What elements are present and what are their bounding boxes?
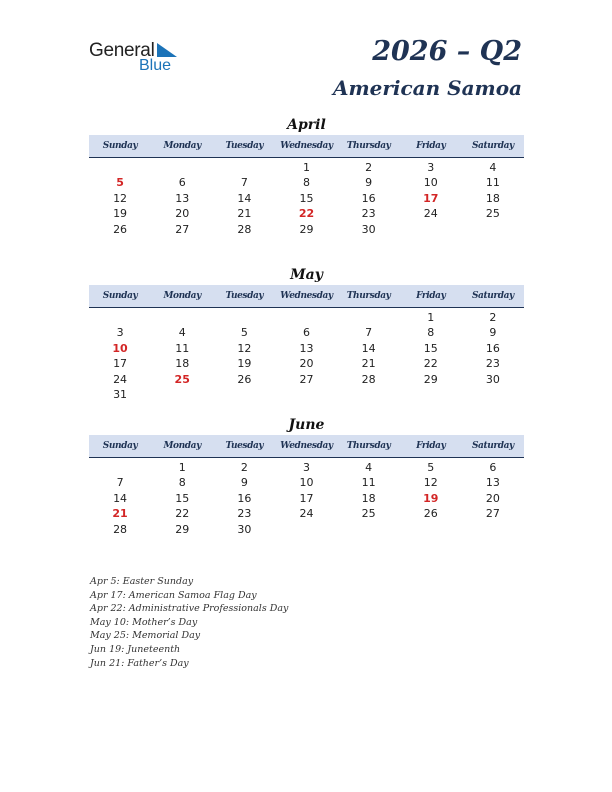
day-cell: 23: [361, 207, 376, 221]
week-row: [89, 341, 524, 356]
week-row: [89, 506, 524, 521]
weekday-label: Wednesday: [280, 291, 333, 301]
day-cell: [89, 310, 151, 325]
weekday-label: Thursday: [346, 141, 391, 151]
week-row: [89, 325, 524, 340]
day-cell: [400, 222, 462, 237]
day-cell: 25: [361, 507, 376, 521]
weekday-label: Tuesday: [225, 141, 264, 151]
day-cell: 14: [361, 341, 376, 355]
day-cell: 23: [485, 357, 500, 371]
holiday-note: Apr 5: Easter Sunday: [90, 576, 194, 587]
day-cell: 27: [485, 507, 500, 521]
day-cell: 4: [178, 326, 186, 340]
day-cell: 14: [237, 191, 252, 205]
week-row: [89, 222, 524, 237]
day-cell: 22: [175, 507, 190, 521]
weekday-label: Monday: [163, 141, 201, 151]
brand-triangle-icon: [157, 43, 177, 57]
day-cell: 17: [113, 357, 128, 371]
month-name: May: [290, 267, 323, 283]
day-cell: 8: [302, 176, 310, 190]
weekday-label: Friday: [416, 441, 446, 451]
day-cell: [89, 460, 151, 475]
day-cell: 28: [237, 222, 252, 236]
weekday-label: Monday: [163, 441, 201, 451]
holiday-note: Jun 19: Juneteenth: [90, 643, 181, 655]
day-cell: 9: [489, 326, 497, 340]
day-cell: [338, 310, 400, 325]
day-cell: 30: [485, 372, 500, 386]
weekday-label: Monday: [163, 291, 201, 301]
day-cell: [213, 387, 275, 402]
weekday-label: Thursday: [346, 291, 391, 301]
week-row: [89, 191, 524, 206]
day-cell: 18: [485, 191, 500, 205]
month-block: [89, 115, 524, 237]
holiday-day-cell: 21: [112, 507, 128, 521]
day-cell: 10: [423, 176, 438, 190]
day-cell: 17: [299, 491, 314, 505]
holiday-day-cell: 17: [423, 191, 439, 205]
day-cell: 12: [113, 191, 128, 205]
day-cell: 8: [427, 326, 435, 340]
day-cell: 15: [299, 191, 314, 205]
holiday-note: May 10: Mother’s Day: [90, 616, 198, 628]
day-cell: [151, 387, 213, 402]
month-name: April: [287, 117, 326, 133]
day-cell: 7: [365, 326, 373, 340]
holiday-note: Apr 17: American Samoa Flag Day: [90, 589, 257, 601]
weekday-label: Saturday: [471, 141, 514, 151]
month-name: June: [288, 417, 325, 433]
holiday-day-cell: 10: [112, 341, 128, 355]
brand-logo: [89, 40, 189, 76]
day-cell: 20: [175, 207, 190, 221]
day-cell: [338, 387, 400, 402]
day-cell: 16: [361, 191, 376, 205]
day-cell: 9: [365, 176, 373, 190]
weekday-header: [89, 285, 524, 308]
day-cell: [462, 522, 524, 537]
week-row: [89, 160, 524, 175]
day-cell: 15: [423, 341, 438, 355]
day-cell: 5: [427, 461, 435, 474]
day-cell: 16: [237, 491, 252, 505]
weekday-label: Sunday: [102, 441, 138, 451]
weekday-label: Sunday: [102, 291, 138, 301]
day-cell: 3: [427, 161, 435, 174]
holiday-day-cell: 19: [423, 491, 439, 505]
holiday-notes: [90, 575, 288, 670]
weekday-label: Wednesday: [280, 441, 333, 451]
day-cell: 12: [423, 476, 438, 490]
weekday-label: Wednesday: [280, 141, 333, 151]
day-cell: 27: [299, 372, 314, 386]
day-cell: [275, 522, 337, 537]
day-cell: 20: [485, 491, 500, 505]
week-row: [89, 206, 524, 221]
day-cell: 23: [237, 507, 252, 521]
holiday-note: May 25: Memorial Day: [90, 630, 201, 642]
day-cell: 26: [423, 507, 438, 521]
day-cell: [89, 160, 151, 175]
holiday-day-cell: 25: [174, 372, 190, 386]
weekday-header: [89, 435, 524, 458]
week-row: [89, 522, 524, 537]
day-cell: [275, 310, 337, 325]
day-cell: 30: [237, 522, 252, 536]
week-row: [89, 460, 524, 475]
day-cell: 8: [178, 476, 186, 490]
day-cell: 3: [302, 461, 310, 474]
day-cell: 3: [116, 326, 124, 340]
holiday-note: Jun 21: Father’s Day: [90, 657, 189, 669]
day-cell: [213, 310, 275, 325]
day-cell: [151, 160, 213, 175]
weekday-label: Saturday: [471, 291, 514, 301]
day-cell: 14: [113, 491, 128, 505]
week-row: [89, 356, 524, 371]
day-cell: 7: [240, 176, 248, 190]
page-title: 2026 – Q2: [372, 36, 522, 67]
day-cell: 2: [365, 161, 373, 174]
day-cell: 27: [175, 222, 190, 236]
weekday-label: Friday: [416, 141, 446, 151]
month-block: [89, 415, 524, 537]
weekday-label: Thursday: [346, 441, 391, 451]
weekday-label: Tuesday: [225, 441, 264, 451]
day-cell: 6: [489, 461, 497, 474]
day-cell: 11: [361, 476, 376, 490]
day-cell: 28: [113, 522, 128, 536]
day-cell: 10: [299, 476, 314, 490]
day-cell: [338, 522, 400, 537]
day-cell: 18: [175, 357, 190, 371]
day-cell: [400, 522, 462, 537]
day-cell: 28: [361, 372, 376, 386]
day-cell: 20: [299, 357, 314, 371]
week-row: [89, 310, 524, 325]
brand-name-blue: Blue: [139, 57, 172, 74]
day-cell: 1: [178, 461, 186, 474]
day-cell: [462, 387, 524, 402]
weekday-header: [89, 135, 524, 158]
month-block: [89, 265, 524, 402]
day-cell: 24: [423, 207, 438, 221]
day-cell: 24: [299, 507, 314, 521]
week-row: [89, 491, 524, 506]
week-row: [89, 475, 524, 490]
day-cell: 2: [240, 461, 248, 474]
day-cell: 11: [175, 341, 190, 355]
day-cell: [462, 222, 524, 237]
day-cell: 21: [237, 207, 252, 221]
day-cell: 1: [302, 161, 310, 174]
weekday-label: Friday: [416, 291, 446, 301]
holiday-day-cell: 5: [116, 176, 124, 190]
day-cell: 26: [113, 222, 128, 236]
day-cell: 22: [423, 357, 438, 371]
day-cell: 12: [237, 341, 252, 355]
day-cell: 15: [175, 491, 190, 505]
day-cell: 29: [175, 522, 190, 536]
day-cell: 7: [116, 476, 124, 490]
holiday-day-cell: 22: [298, 207, 315, 221]
day-cell: 18: [361, 491, 376, 505]
day-cell: 1: [427, 311, 435, 324]
day-cell: 5: [240, 326, 248, 340]
day-cell: 24: [113, 372, 128, 386]
day-cell: 26: [237, 372, 252, 386]
day-cell: 16: [485, 341, 500, 355]
day-cell: 19: [237, 357, 252, 371]
day-cell: [213, 160, 275, 175]
day-cell: 25: [485, 207, 500, 221]
weekday-label: Saturday: [471, 441, 514, 451]
week-row: [89, 175, 524, 190]
day-cell: 13: [485, 476, 500, 490]
week-row: [89, 387, 524, 402]
day-cell: 13: [299, 341, 314, 355]
weekday-label: Sunday: [102, 141, 138, 151]
day-cell: 30: [361, 222, 376, 236]
day-cell: 19: [113, 207, 128, 221]
holiday-note: Apr 22: Administrative Professionals Day: [90, 603, 289, 615]
day-cell: 4: [489, 161, 497, 174]
day-cell: 4: [365, 461, 373, 474]
page-subtitle: American Samoa: [332, 76, 522, 100]
day-cell: 29: [423, 372, 438, 386]
day-cell: 11: [485, 176, 500, 190]
weekday-label: Tuesday: [225, 291, 264, 301]
day-cell: 29: [299, 222, 314, 236]
day-cell: 21: [361, 357, 376, 371]
week-row: [89, 372, 524, 387]
day-cell: 6: [302, 326, 310, 340]
day-cell: 31: [113, 387, 128, 401]
brand-name-general: General: [89, 40, 155, 61]
day-cell: [275, 387, 337, 402]
day-cell: 13: [175, 191, 190, 205]
day-cell: 2: [489, 311, 497, 324]
day-cell: 9: [240, 476, 248, 490]
day-cell: [400, 387, 462, 402]
day-cell: 6: [178, 176, 186, 190]
day-cell: [151, 310, 213, 325]
